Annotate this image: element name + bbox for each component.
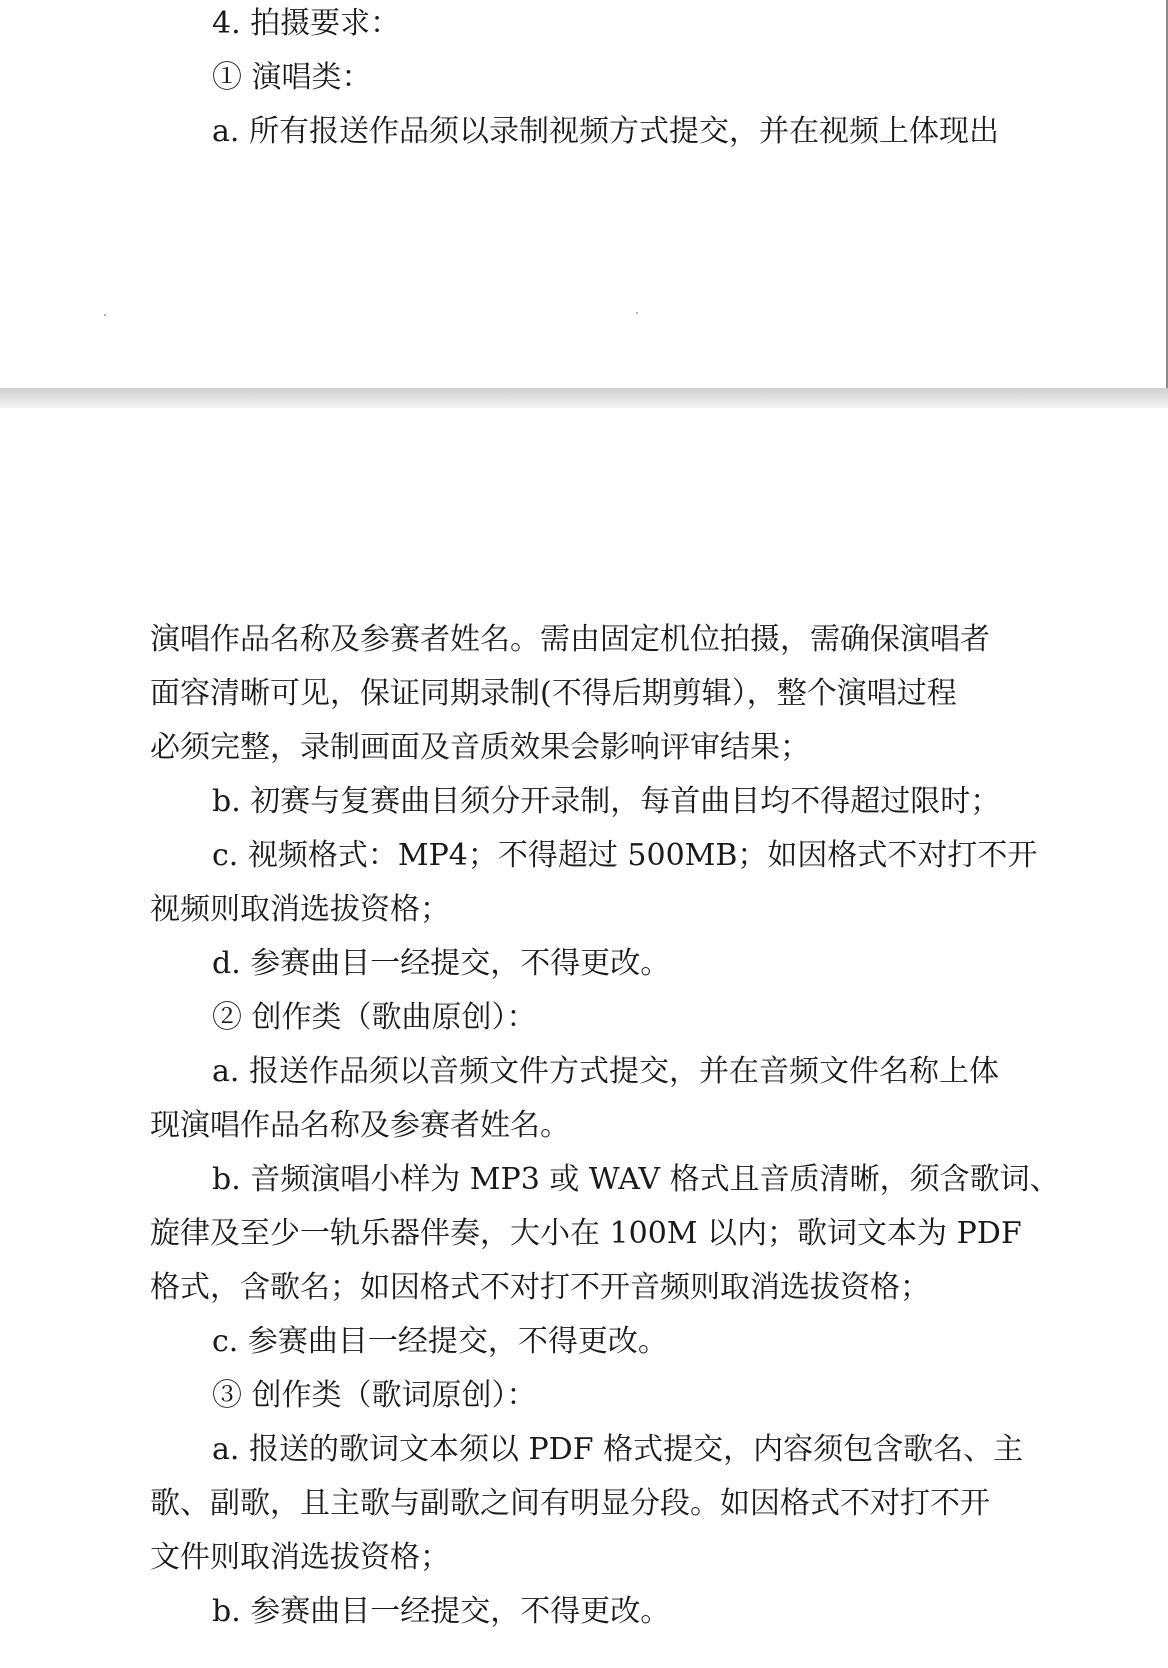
paragraph-line: 必须完整，录制画面及音质效果会影响评审结果；: [150, 730, 810, 765]
paragraph-line: b. 音频演唱小样为 MP3 或 WAV 格式且音质清晰，须含歌词、: [212, 1162, 1060, 1197]
section-heading-shooting-requirements: 4. 拍摄要求：: [212, 6, 401, 41]
paragraph-line: 格式，含歌名；如因格式不对打不开音频则取消选拔资格；: [150, 1270, 930, 1305]
paragraph-line: 旋律及至少一轨乐器伴奏，大小在 100M 以内；歌词文本为 PDF: [150, 1216, 1022, 1251]
subsection-heading-lyrics-original: ③ 创作类（歌词原创）：: [212, 1378, 537, 1413]
scan-speck: [104, 314, 106, 316]
paragraph-line: d. 参赛曲目一经提交，不得更改。: [212, 946, 671, 981]
paragraph-line: b. 参赛曲目一经提交，不得更改。: [212, 1594, 671, 1629]
subsection-heading-singing: ① 演唱类：: [212, 60, 372, 95]
subsection-heading-song-original: ② 创作类（歌曲原创）：: [212, 1000, 537, 1035]
paragraph-line: 面容清晰可见，保证同期录制(不得后期剪辑），整个演唱过程: [150, 676, 957, 711]
document-page-2: [0, 408, 1168, 1668]
scan-speck: [636, 312, 638, 314]
paragraph-line: 文件则取消选拔资格；: [150, 1540, 450, 1575]
page-separator: [0, 388, 1168, 408]
paragraph-line: 演唱作品名称及参赛者姓名。需由固定机位拍摄，需确保演唱者: [150, 622, 990, 657]
paragraph-line: c. 参赛曲目一经提交，不得更改。: [212, 1324, 668, 1359]
paragraph-line: a. 报送的歌词文本须以 PDF 格式提交，内容须包含歌名、主: [212, 1432, 1024, 1467]
paragraph-line: a. 所有报送作品须以录制视频方式提交，并在视频上体现出: [212, 114, 999, 149]
paragraph-line: a. 报送作品须以音频文件方式提交，并在音频文件名称上体: [212, 1054, 999, 1089]
paragraph-line: 歌、副歌，且主歌与副歌之间有明显分段。如因格式不对打不开: [150, 1486, 990, 1521]
paragraph-line: b. 初赛与复赛曲目须分开录制，每首曲目均不得超过限时；: [212, 784, 1001, 819]
paragraph-line: 视频则取消选拔资格；: [150, 892, 450, 927]
paragraph-line: c. 视频格式：MP4；不得超过 500MB；如因格式不对打不开: [212, 838, 1038, 873]
paragraph-line: 现演唱作品名称及参赛者姓名。: [150, 1108, 570, 1143]
document-page-1: [0, 0, 1168, 388]
